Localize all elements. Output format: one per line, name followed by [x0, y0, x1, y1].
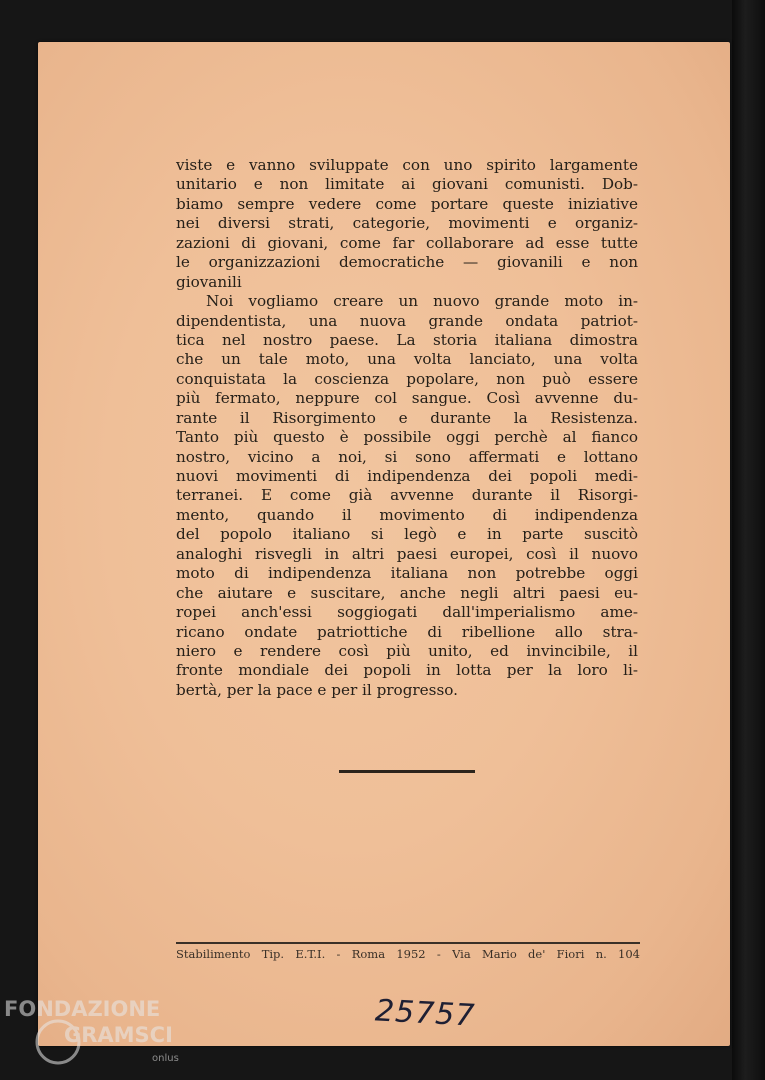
text-line: rante il Risorgimento e durante la Resistenza.: [176, 408, 638, 427]
text-line: mento, quando il movimento di indipendenza: [176, 505, 638, 524]
text-line: tica nel nostro paese. La storia italiana dimostra: [176, 330, 638, 349]
text-line: ropei anch'essi soggiogati dall'imperialismo ame-: [176, 603, 638, 622]
text-line: del popolo italiano si legò e in parte suscitò: [176, 525, 638, 544]
watermark-line1: FONDAZIONE: [4, 997, 161, 1021]
printer-imprint: Stabilimento Tip. E.T.I. - Roma 1952 - Via Mario de' Fiori n. 104: [176, 947, 640, 961]
text-line: moto di indipendenza italiana non potrebbe oggi: [176, 564, 638, 583]
watermark-line3: onlus: [152, 1053, 179, 1064]
text-line: zazioni di giovani, come far collaborare ad esse tutte: [176, 233, 638, 252]
text-line: nuovi movimenti di indipendenza dei popoli medi-: [176, 467, 638, 485]
text-line: terranei. E come già avvenne durante il Risorgi-: [176, 486, 638, 505]
handwritten-inventory-number: 25757: [374, 993, 477, 1034]
text-line: nei diversi strati, categorie, movimenti e organiz-: [176, 214, 638, 233]
text-line: bertà, per la pace e per il progresso.: [176, 680, 458, 699]
text-line: analoghi risvegli in altri paesi europei, così il nuovo: [176, 544, 638, 563]
text-line: le organizzazioni democratiche — giovanili e non: [176, 253, 638, 272]
text-line: giovanili: [176, 272, 242, 291]
text-line: viste e vanno sviluppate con uno spirito largamente: [176, 156, 638, 174]
text-line: dipendentista, una nuova grande ondata patriot-: [176, 311, 638, 330]
text-line: Noi vogliamo creare un nuovo grande moto in-: [206, 292, 638, 311]
text-line: Tanto più questo è possibile oggi perchè al fianco: [176, 428, 638, 447]
fondazione-gramsci-watermark: [2, 994, 202, 1074]
text-line: unitario e non limitate ai giovani comunisti. Dob-: [176, 175, 638, 194]
text-line: che aiutare e suscitare, anche negli altri paesi eu-: [176, 583, 638, 602]
body-text: [176, 156, 638, 700]
section-divider: [339, 770, 475, 773]
text-line: più fermato, neppure col sangue. Così avvenne du-: [176, 389, 638, 408]
scanner-frame-edge: [732, 0, 765, 1080]
text-line: conquistata la coscienza popolare, non può essere: [176, 369, 638, 388]
watermark-line2: GRAMSCI: [64, 1023, 173, 1047]
footer-rule: [176, 942, 640, 944]
text-line: biamo sempre vedere come portare queste iniziative: [176, 194, 638, 213]
text-line: ricano ondate patriottiche di ribellione allo stra-: [176, 622, 638, 641]
text-line: che un tale moto, una volta lanciato, una volta: [176, 350, 638, 369]
text-line: niero e rendere così più unito, ed invincibile, il: [176, 641, 638, 660]
text-line: fronte mondiale dei popoli in lotta per la loro li-: [176, 661, 638, 680]
text-line: nostro, vicino a noi, si sono affermati e lottano: [176, 447, 638, 466]
